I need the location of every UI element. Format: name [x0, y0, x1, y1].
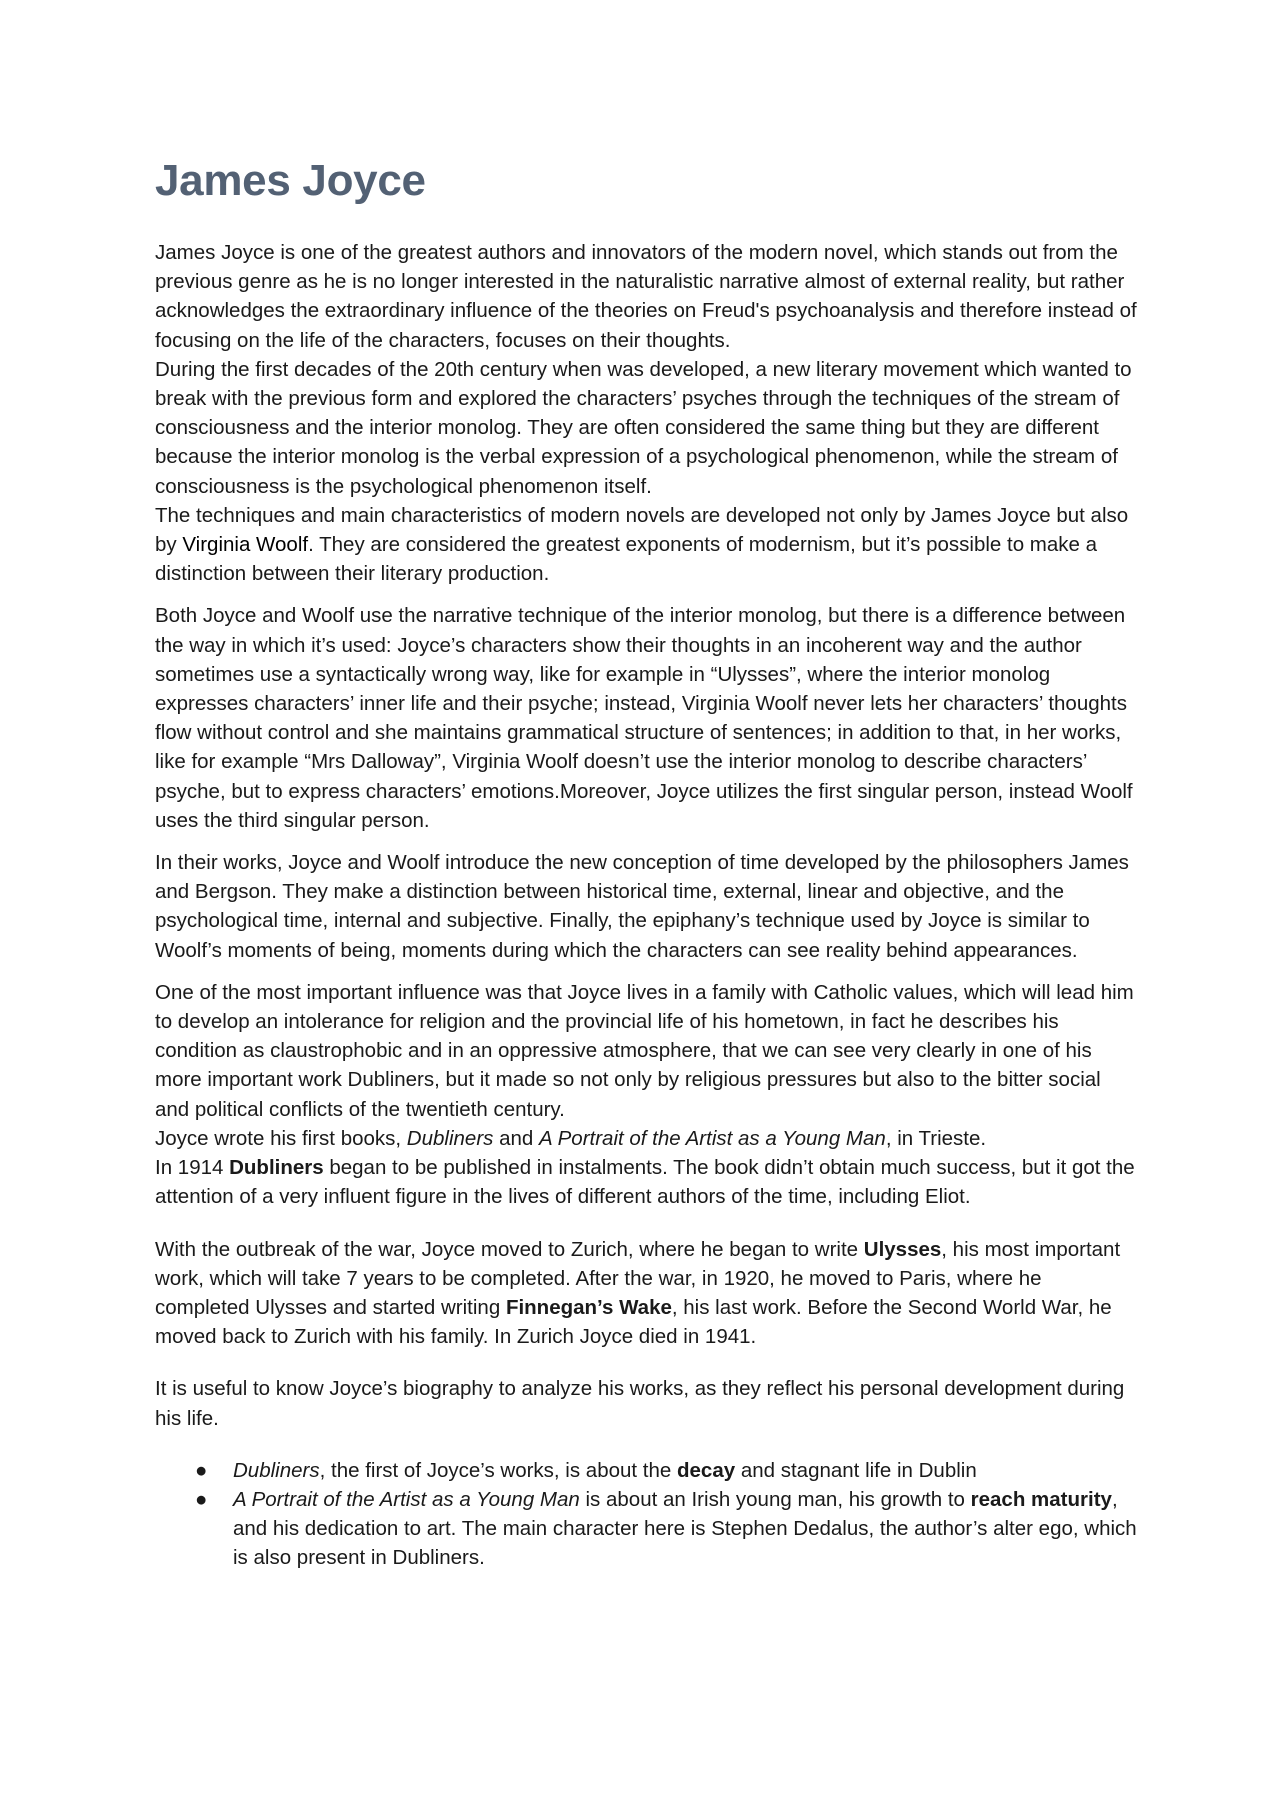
works-list	[155, 1456, 1140, 1573]
paragraph-interior-monolog: Both Joyce and Woolf use the narrative technique of the interior monolog, but there is a difference between the way in which it’s used: Joyce’s characters show their thoughts in an incoherent way and the author sometimes use a syntactically wrong way, like for example in “Ulysses”, where the interior monolog expresses characters’ inner life and their psyche; instead, Virginia Woolf never lets her characters’ thoughts flow without control and she maintains grammatical structure of sentences; in addition to that, in her works, like for example “Mrs Dalloway”, Virginia Woolf doesn’t use the interior monolog to describe characters’ psyche, but to express characters’ emotions.Moreover, Joyce utilizes the first singular person, instead Woolf uses the third singular person.	[155, 604, 1133, 832]
book-title: A Portrait of the Artist as a Young Man	[233, 1487, 580, 1511]
text-span: Joyce wrote his first books,	[155, 1126, 407, 1150]
emphasis: decay	[677, 1458, 736, 1482]
list-item	[195, 1456, 1140, 1485]
woolf-name: Virginia Woolf	[182, 533, 309, 557]
bullet-icon: ●	[195, 1458, 208, 1482]
paragraph-techniques	[155, 501, 1140, 589]
text-span: began to be published in instalments. The book didn’t obtain much success, but it got the attention of a very influent figure in the lives of different authors of the time, including Eliot.	[155, 1156, 1135, 1209]
book-title: Dubliners	[233, 1458, 320, 1482]
text-span: is about an Irish young man, his growth to	[579, 1487, 971, 1511]
book-title: Dubliners	[406, 1126, 494, 1150]
text-span: and	[493, 1126, 540, 1150]
book-title: Dubliners	[229, 1156, 324, 1180]
paragraph-dubliners-1914	[155, 1153, 1140, 1211]
document-body	[155, 150, 1140, 1573]
emphasis: reach maturity	[970, 1487, 1112, 1511]
text-span: , his last work. Before the Second World War, he moved back to Zurich with his family. In Zurich Joyce died in 1941.	[155, 1295, 1112, 1349]
text-span: , and his dedication to art. The main character here is Stephen Dedalus, the author’s alter ego, which is also present in Dubliners.	[233, 1487, 1137, 1570]
bullet-icon: ●	[195, 1487, 208, 1511]
paragraph-intro: James Joyce is one of the greatest authors and innovators of the modern novel, which stands out from the previous genre as he is no longer interested in the naturalistic narrative almost of external reality, but rather acknowledges the extraordinary influence of the theories on Freud's psychoanalysis and therefore instead of focusing on the life of the characters, focuses on their thoughts.	[155, 241, 1137, 352]
paragraph-biography: It is useful to know Joyce’s biography to analyze his works, as they reflect his personal development during his life.	[155, 1377, 1125, 1430]
text-span: , the first of Joyce’s works, is about the	[319, 1458, 677, 1482]
text-span: , in Trieste.	[885, 1126, 987, 1150]
book-title: Finnegan’s Wake	[505, 1295, 672, 1319]
paragraph-influence: One of the most important influence was that Joyce lives in a family with Catholic values, which will lead him to develop an intolerance for religion and the provincial life of his hometown, in fact he describes his condition as claustrophobic and in an oppressive atmosphere, that we can see very clearly in one of his more important work Dubliners, but it made so not only by religious pressures but also to the bitter social and political conflicts of the twentieth century.	[155, 980, 1134, 1121]
text-span: In 1914	[155, 1156, 230, 1180]
text-span: and stagnant life in Dublin	[735, 1458, 977, 1482]
book-title: Ulysses	[863, 1237, 942, 1261]
paragraph-time: In their works, Joyce and Woolf introduce the new conception of time developed by the philosophers James and Bergson. They make a distinction between historical time, external, linear and objective, and the psychological time, internal and subjective. Finally, the epiphany’s technique used by Joyce is similar to Woolf’s moments of being, moments during which the characters can see reality behind appearances.	[155, 851, 1129, 962]
list-item	[195, 1485, 1140, 1573]
paragraph-war	[155, 1235, 1140, 1352]
text-span: The techniques and main characteristics of modern novels are developed not only by James Joyce but also by	[155, 503, 1129, 557]
text-span: , his most important work, which will take 7 years to be completed. After the war, in 1920, he moved to Paris, where he completed Ulysses and started writing	[155, 1237, 1121, 1319]
book-title: A Portrait of the Artist as a Young Man	[539, 1126, 886, 1150]
paragraph-first-books	[155, 1124, 1140, 1153]
text-span: With the outbreak of the war, Joyce moved to Zurich, where he began to write	[155, 1237, 864, 1261]
page-title: James Joyce	[155, 156, 426, 205]
text-span: . They are considered the greatest exponents of modernism, but it’s possible to make a distinction between their literary production.	[155, 533, 1098, 586]
paragraph-modernism: During the first decades of the 20th century when was developed, a new literary movement which wanted to break with the previous form and explored the characters’ psyches through the techniques of the stream of consciousness and the interior monolog. They are often considered the same thing but they are different because the interior monolog is the verbal expression of a psychological phenomenon, while the stream of consciousness is the psychological phenomenon itself.	[155, 357, 1132, 498]
